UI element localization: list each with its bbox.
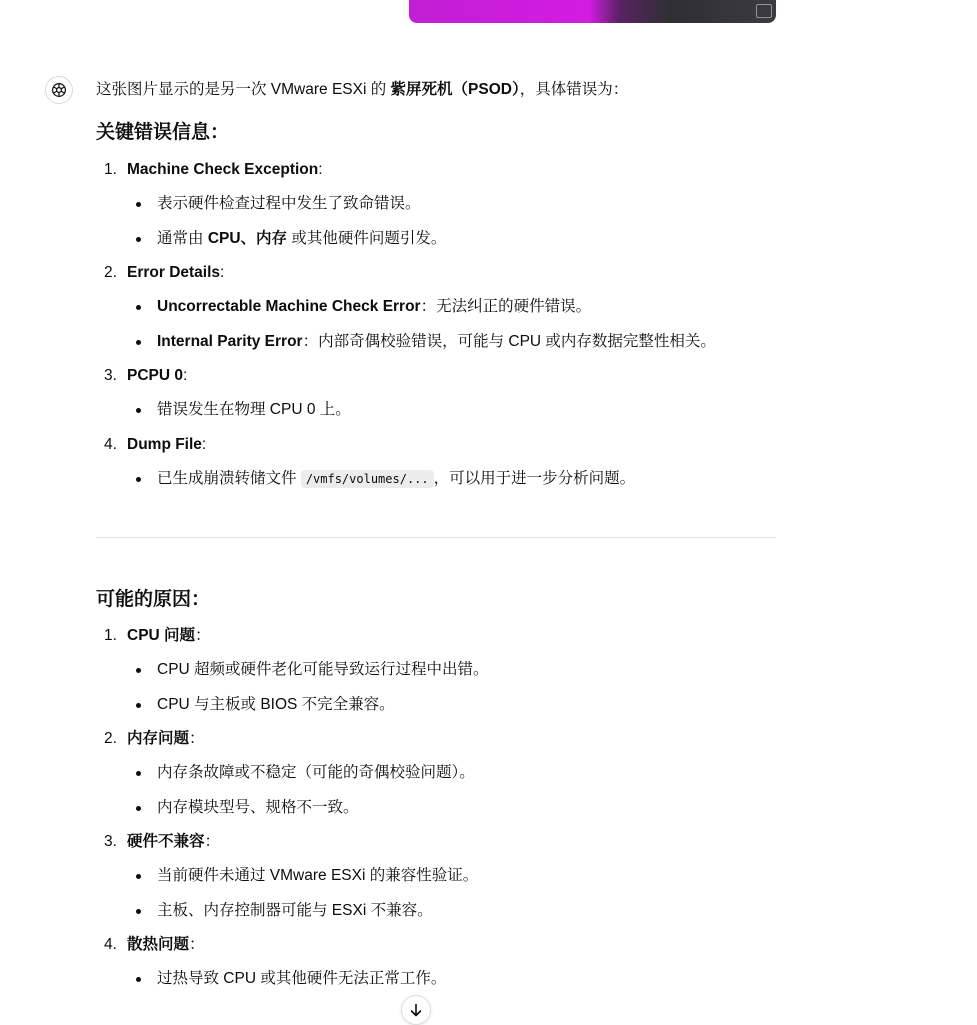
- bullet-item: 内存模块型号、规格不一致。: [96, 796, 776, 831]
- assistant-avatar: [45, 76, 73, 104]
- divider: [96, 537, 776, 538]
- bullet-item: 内存条故障或不稳定（可能的奇偶校验问题）。: [96, 761, 776, 796]
- list-item: 1. Machine Check Exception: 表示硬件检查过程中发生了致命错误。 通常由 CPU、内存 或其他硬件问题引发。: [96, 158, 776, 261]
- possible-causes-list: [96, 624, 776, 1002]
- assistant-message: [96, 78, 776, 987]
- bullet-item: Uncorrectable Machine Check Error：无法纠正的硬件错误。: [96, 295, 776, 330]
- bullet-item: 主板、内存控制器可能与 ESXi 不兼容。: [96, 899, 776, 934]
- list-item: 4. Dump File: 已生成崩溃转储文件 /vmfs/volumes/... ，可以用于进一步分析问题。: [96, 433, 776, 502]
- uploaded-image-preview[interactable]: [409, 0, 776, 23]
- key-errors-list: [96, 158, 776, 501]
- bullet-item: 过热导致 CPU 或其他硬件无法正常工作。: [96, 967, 776, 1002]
- list-item: 2. 内存问题： 内存条故障或不稳定（可能的奇偶校验问题）。 内存模块型号、规格不一致。: [96, 727, 776, 830]
- intro-paragraph: 这张图片显示的是另一次 VMware ESXi 的 紫屏死机（PSOD），具体错误为：: [96, 81, 629, 98]
- bullet-item: CPU 与主板或 BIOS 不完全兼容。: [96, 693, 776, 728]
- list-item: 3. 硬件不兼容： 当前硬件未通过 VMware ESXi 的兼容性验证。 主板、内存控制器可能与 ESXi 不兼容。: [96, 830, 776, 933]
- bullet-item: 已生成崩溃转储文件 /vmfs/volumes/... ，可以用于进一步分析问题。: [96, 467, 776, 502]
- section-title-key-errors: 关键错误信息：: [96, 122, 230, 143]
- bullet-item: 错误发生在物理 CPU 0 上。: [96, 398, 776, 433]
- inline-code: /vmfs/volumes/...: [301, 470, 434, 488]
- list-item: 1. CPU 问题： CPU 超频或硬件老化可能导致运行过程中出错。 CPU 与主板或 BIOS 不完全兼容。: [96, 624, 776, 727]
- section-title-possible-causes: 可能的原因：: [96, 589, 211, 610]
- bullet-item: Internal Parity Error：内部奇偶校验错误，可能与 CPU 或内存数据完整性相关。: [96, 330, 776, 365]
- list-item: 2. Error Details: Uncorrectable Machine Check Error：无法纠正的硬件错误。 Internal Parity Error：内部奇偶校验错误，可能与 CPU 或内存数据完整性相关。: [96, 261, 776, 364]
- arrow-down-icon: [409, 1003, 423, 1017]
- image-corner-icon: [756, 4, 772, 18]
- list-item: 3. PCPU 0: 错误发生在物理 CPU 0 上。: [96, 364, 776, 433]
- bullet-item: 表示硬件检查过程中发生了致命错误。: [96, 192, 776, 227]
- bullet-item: 通常由 CPU、内存 或其他硬件问题引发。: [96, 227, 776, 262]
- bullet-item: CPU 超频或硬件老化可能导致运行过程中出错。: [96, 658, 776, 693]
- list-item: 4. 散热问题： 过热导致 CPU 或其他硬件无法正常工作。: [96, 933, 776, 1002]
- scroll-to-bottom-button[interactable]: [401, 995, 431, 1025]
- bullet-item: 当前硬件未通过 VMware ESXi 的兼容性验证。: [96, 864, 776, 899]
- openai-logo-icon: [50, 81, 68, 99]
